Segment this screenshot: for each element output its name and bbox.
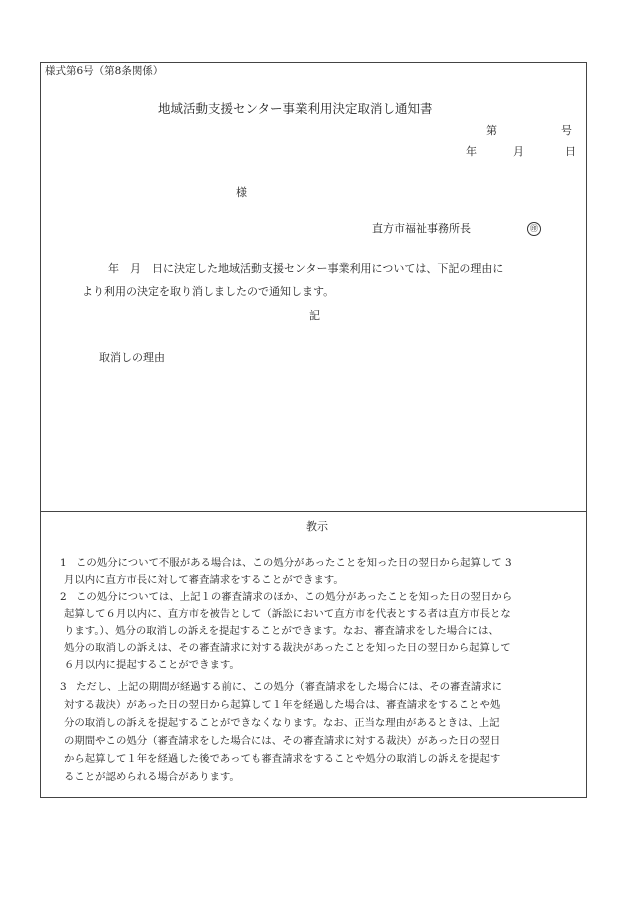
- issuer-name: 直方市福祉事務所長: [372, 222, 471, 235]
- item-1-number: 1: [60, 557, 67, 569]
- item-3-number: 3: [60, 681, 67, 693]
- document-title: 地域活動支援センター事業利用決定取消し通知書: [158, 101, 433, 116]
- item-2-line: 処分の取消しの訴えは、その審査請求に対する裁決があったことを知った日の翌日から起算して: [64, 642, 511, 654]
- seal-mark: ㊞: [527, 222, 541, 236]
- ki-label: 記: [309, 309, 320, 322]
- item-2-number: 2: [60, 591, 67, 603]
- item-2-line: ります。）、処分の取消しの訴えを提起することができます。なお、審査請求をした場合には、: [64, 625, 499, 637]
- reason-label: 取消しの理由: [99, 351, 165, 364]
- form-label: 様式第6号（第8条関係）: [45, 65, 164, 77]
- body-line-2: より利用の決定を取り消しましたので通知します。: [82, 285, 335, 298]
- item-1-line: 月以内に直方市長に対して審査請求をすることができます。: [64, 574, 344, 586]
- instruction-heading: 教示: [306, 520, 328, 533]
- item-3-line: 対する裁決）があった日の翌日から起算して１年を経過した場合は、審査請求をすることや処: [64, 699, 501, 711]
- item-1-line: この処分について不服がある場合は、この処分があったことを知った日の翌日から起算して 3: [76, 557, 512, 569]
- item-3-line: ただし、上記の期間が経過する前に、この処分（審査請求をした場合には、その審査請求に: [76, 681, 503, 693]
- addressee-suffix: 様: [236, 186, 247, 199]
- item-3-line: ることが認められる場合があります。: [64, 771, 240, 783]
- date-month: 月: [513, 145, 524, 158]
- item-3-line: 分の取消しの訴えを提起することができなくなります。なお、正当な理由があるときは、上記: [64, 717, 500, 729]
- body-line-1: 年 月 日に決定した地域活動支援センター事業利用については、下記の理由に: [108, 262, 504, 275]
- item-2-line: 起算して６月以内に、直方市を被告として（訴訟において直方市を代表とする者は直方市長とな: [64, 608, 511, 620]
- instruction-divider: [40, 511, 587, 512]
- date-year: 年: [466, 145, 477, 158]
- item-3-line: の期間やこの処分（審査請求をした場合には、その審査請求に対する裁決）があった日の翌日: [64, 735, 501, 747]
- item-2-line: この処分については、上記１の審査請求のほか、この処分があったことを知った日の翌日から: [76, 591, 513, 603]
- date-day: 日: [565, 145, 576, 158]
- item-3-line: から起算して１年を経過した後であっても審査請求をすることや処分の取消しの訴えを提起す: [64, 753, 501, 765]
- number-prefix: 第: [486, 124, 497, 137]
- item-2-line: ６月以内に提起することができます。: [64, 659, 240, 671]
- number-suffix: 号: [561, 124, 572, 137]
